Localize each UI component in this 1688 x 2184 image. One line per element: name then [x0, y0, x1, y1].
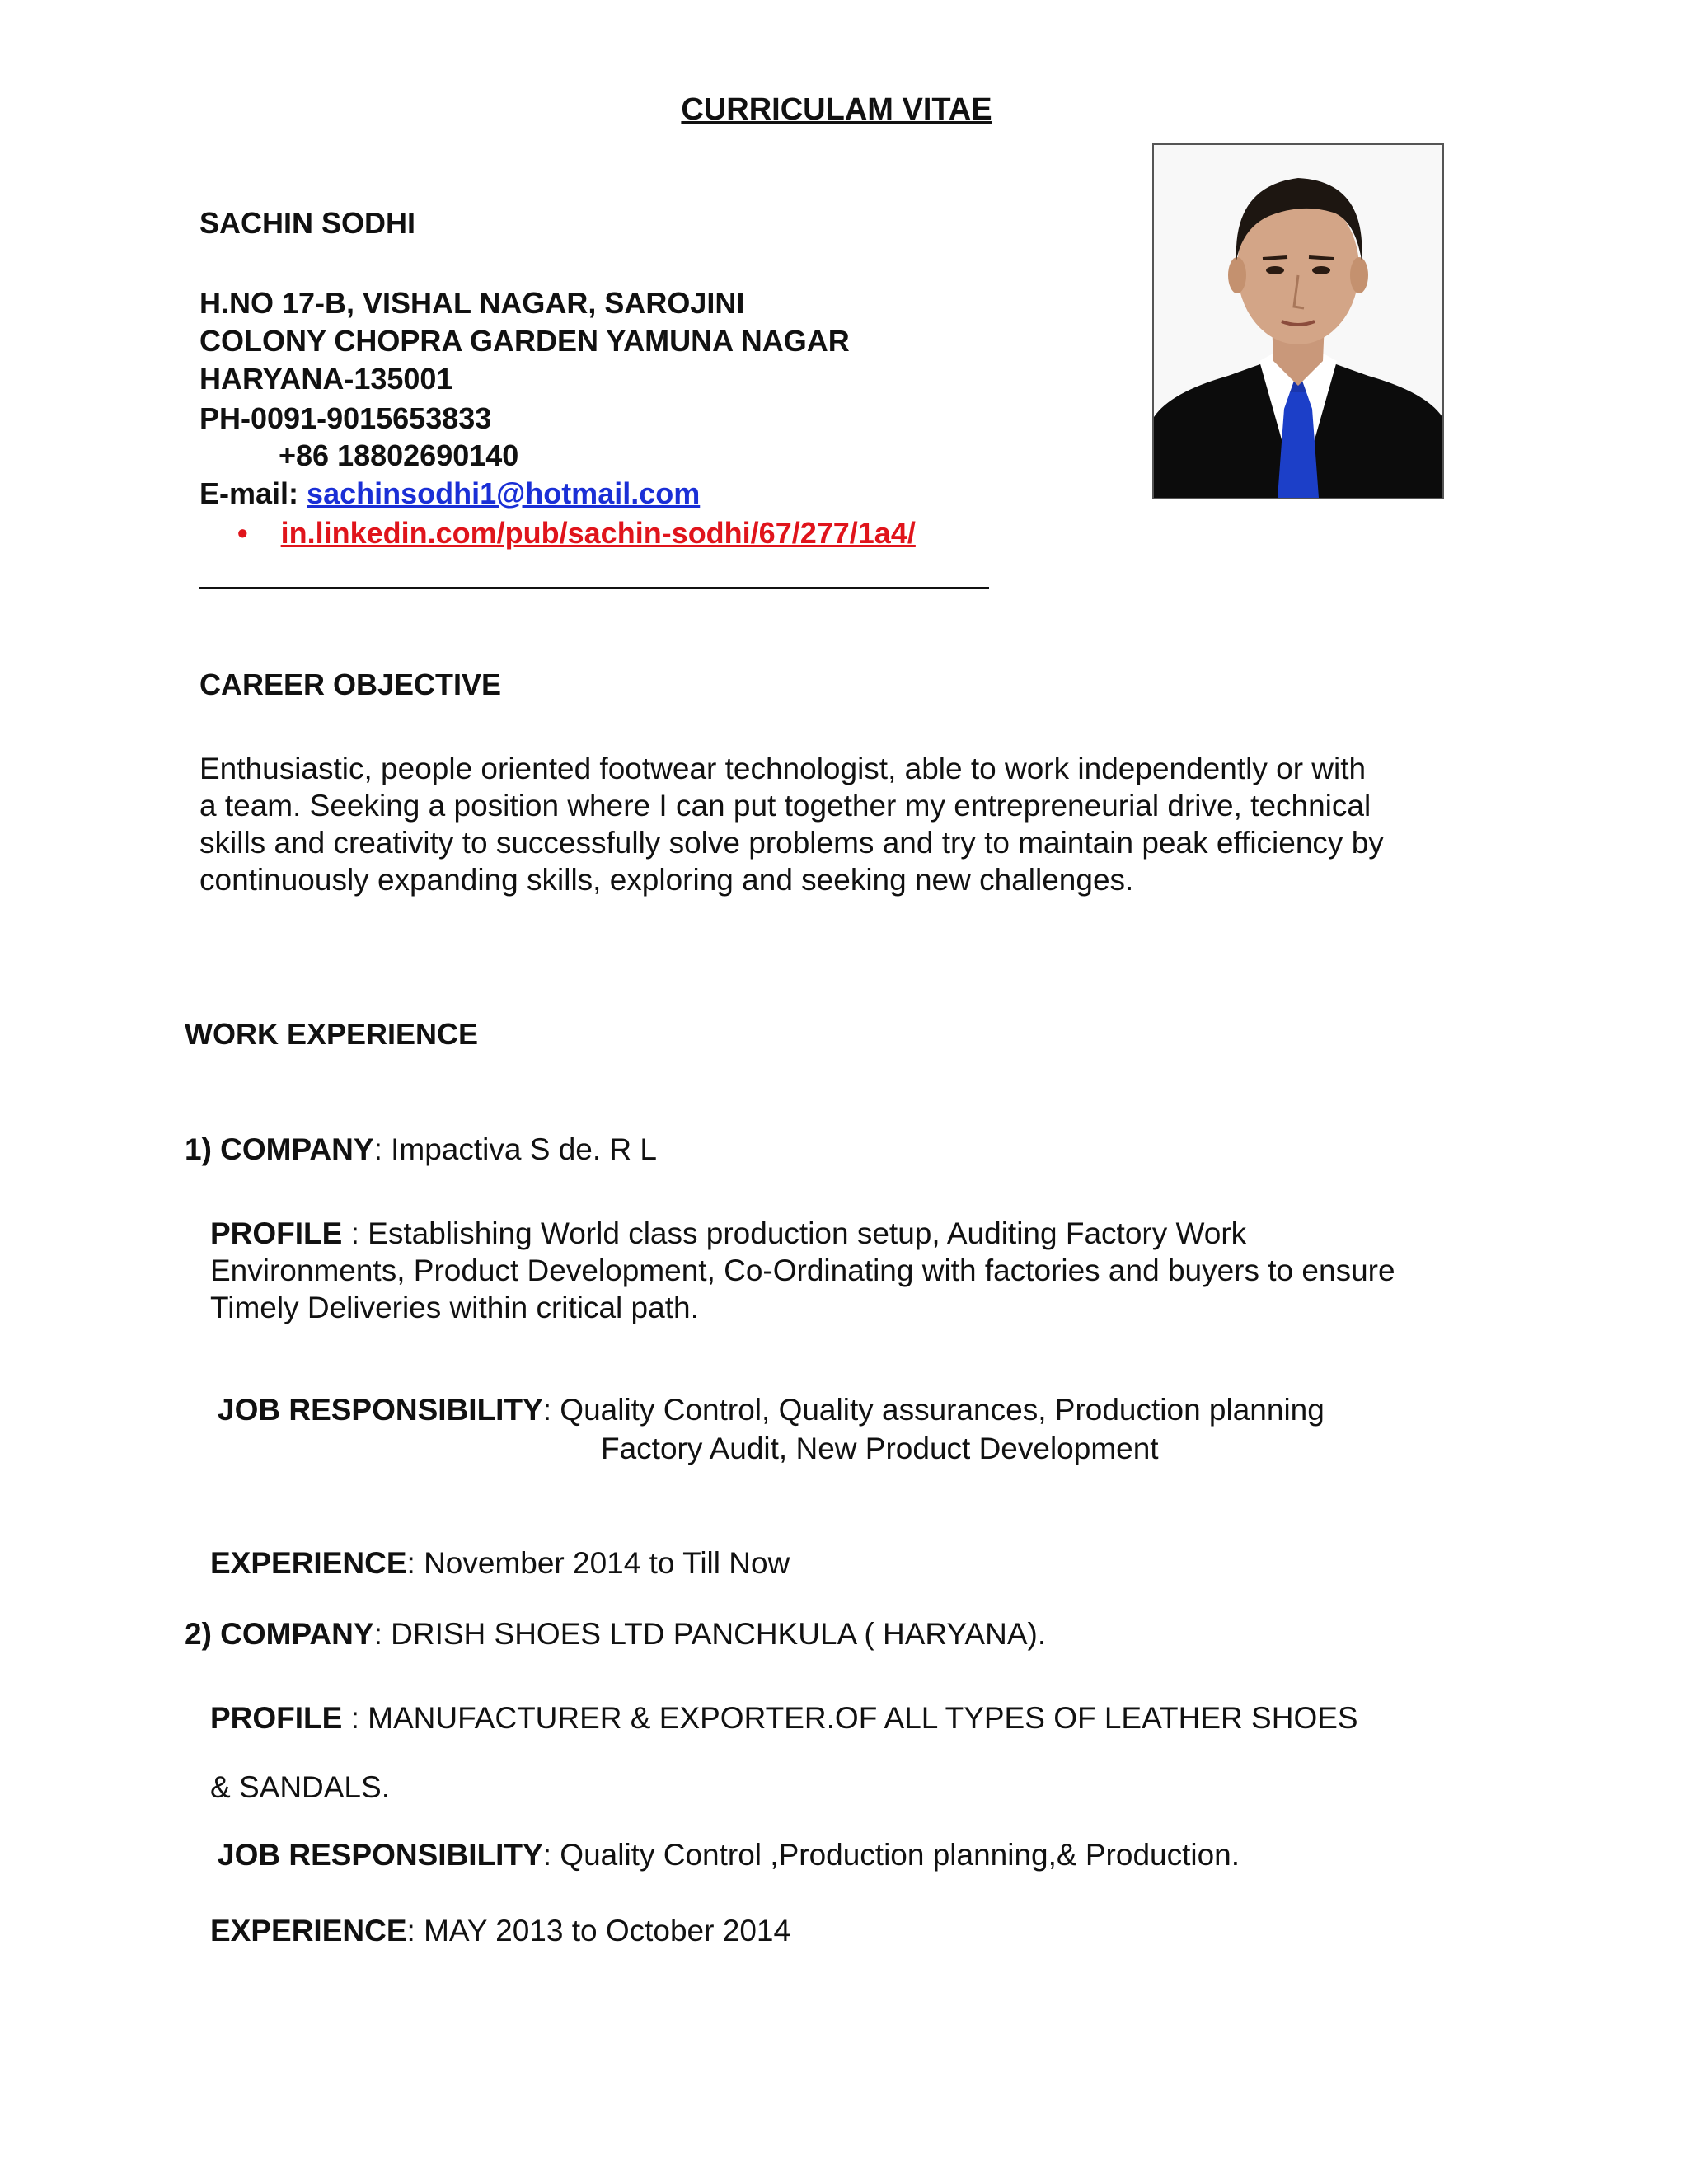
profile-row: [210, 1215, 1246, 1252]
experience-text: : MAY 2013 to October 2014: [406, 1914, 791, 1947]
responsibility-row: [218, 1836, 1240, 1873]
experience-text: : November 2014 to Till Now: [406, 1546, 790, 1580]
work-experience-heading: WORK EXPERIENCE: [185, 1017, 479, 1051]
company-row: [185, 1131, 657, 1168]
responsibility-label: JOB RESPONSIBILITY: [218, 1393, 543, 1427]
address-line-1: H.NO 17-B, VISHAL NAGAR, SAROJINI: [199, 286, 745, 320]
objective-line: Enthusiastic, people oriented footwear technologist, able to work independently or with: [199, 752, 1367, 785]
responsibility-text: : Quality Control ,Production planning,& Production.: [542, 1838, 1240, 1872]
company-value: : DRISH SHOES LTD PANCHKULA ( HARYANA).: [373, 1617, 1047, 1651]
email-link[interactable]: sachinsodhi1@hotmail.com: [307, 476, 701, 510]
career-objective-heading: CAREER OBJECTIVE: [199, 668, 502, 701]
objective-line: a team. Seeking a position where I can put together my entrepreneurial drive, technical: [199, 789, 1372, 823]
experience-row: [210, 1912, 790, 1949]
linkedin-row: [237, 514, 916, 552]
address-line-2: COLONY CHOPRA GARDEN YAMUNA NAGAR: [199, 324, 850, 358]
phone-secondary: +86 18802690140: [279, 438, 519, 472]
profile-text: & SANDALS.: [210, 1770, 390, 1804]
experience-label: EXPERIENCE: [210, 1914, 407, 1947]
objective-line: skills and creativity to successfully solve problems and try to maintain peak efficiency by: [199, 826, 1384, 860]
document-title: CURRICULAM VITAE: [681, 92, 992, 127]
objective-line: continuously expanding skills, exploring and seeking new challenges.: [199, 863, 1134, 897]
portrait-icon: [1154, 145, 1442, 498]
experience-label: EXPERIENCE: [210, 1546, 407, 1580]
profile-photo: [1152, 143, 1444, 499]
email-row: [199, 475, 700, 513]
company-row: [185, 1615, 1046, 1652]
profile-text: Environments, Product Development, Co-Ordinating with factories and buyers to ensure: [210, 1254, 1395, 1287]
profile-text: : Establishing World class production setup, Auditing Factory Work: [342, 1216, 1247, 1250]
profile-text: Timely Deliveries within critical path.: [210, 1291, 699, 1324]
address-line-3: HARYANA-135001: [199, 362, 453, 396]
experience-row: [210, 1544, 790, 1582]
company-label: 2) COMPANY: [185, 1617, 374, 1651]
profile-label: PROFILE: [210, 1216, 343, 1250]
company-value: : Impactiva S de. R L: [373, 1132, 657, 1166]
phone-primary: PH-0091-9015653833: [199, 401, 492, 435]
responsibility-text: : Quality Control, Quality assurances, Production planning: [542, 1393, 1325, 1427]
linkedin-link[interactable]: in.linkedin.com/pub/sachin-sodhi/67/277/1a4/: [280, 516, 916, 550]
bullet-icon: •: [237, 516, 248, 550]
profile-label: PROFILE: [210, 1701, 343, 1735]
responsibility-text: Factory Audit, New Product Development: [601, 1432, 1159, 1465]
profile-row: [210, 1699, 1358, 1736]
candidate-name: SACHIN SODHI: [199, 206, 416, 240]
responsibility-label: JOB RESPONSIBILITY: [218, 1838, 543, 1872]
company-label: 1) COMPANY: [185, 1132, 374, 1166]
responsibility-row: [218, 1391, 1325, 1428]
header-divider: [199, 587, 989, 589]
profile-text: : MANUFACTURER & EXPORTER.OF ALL TYPES OF LEATHER SHOES: [342, 1701, 1358, 1735]
email-label: E-mail:: [199, 476, 299, 510]
